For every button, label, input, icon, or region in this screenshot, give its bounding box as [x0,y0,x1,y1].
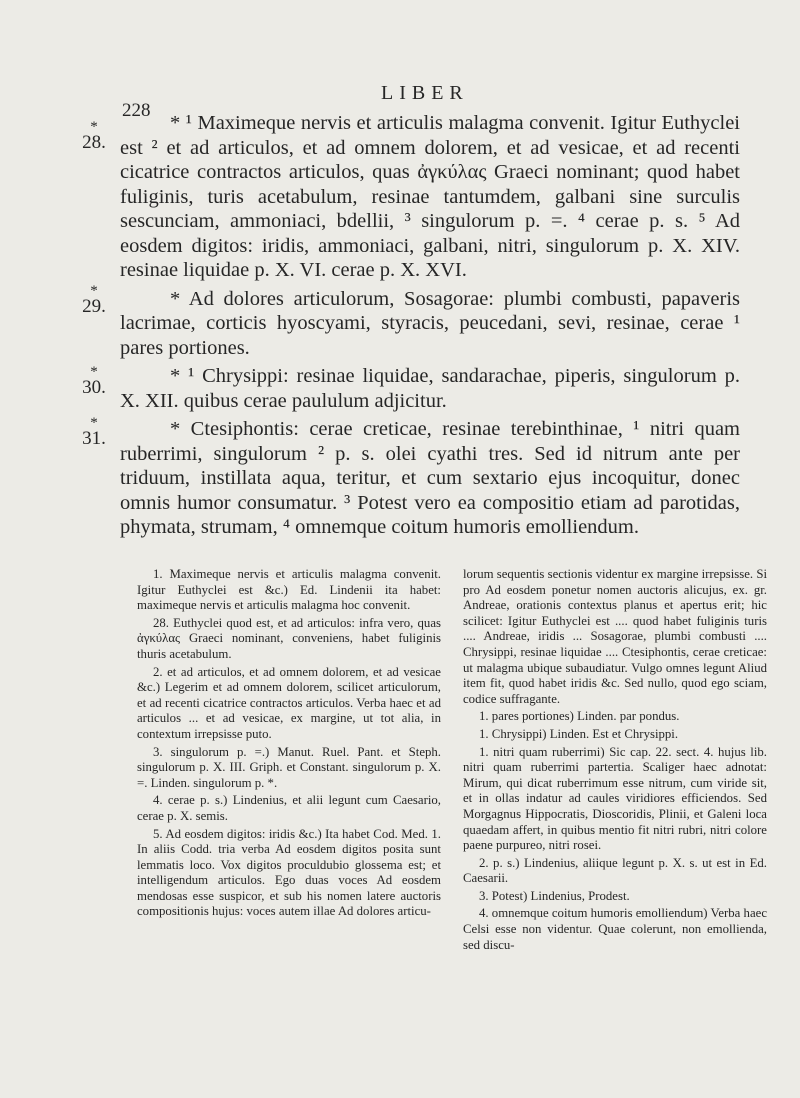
running-head: LIBER [381,82,469,104]
footnote: 1. nitri quam ruberrimi) Sic cap. 22. sect. 4. hujus lib. nitri quam ruberrimi partertia. Scaliger haec adnotat: Mirum, qui dicat ruberrimum esse nitrum, cum viride sit, et in ollas indatur ad caules viridiores efficiendos. Sed Morgagnus Hippocratis, Dioscoridis, Plinii, et Galeni loca quaedam affert, in quibus mentio fit nitri rubri, nitri colore paene purpureo, nitri rosei. [463,744,767,853]
footnote: 1. Chrysippi) Linden. Est et Chrysippi. [479,726,679,741]
footnote: 3. singulorum p. =.) Manut. Ruel. Pant. et Steph. singulorum p. X. III. Griph. et Constant. singulorum p. X. =. Linden. singulorum p. *. [137,744,441,790]
chapter-number: * 28. [78,121,110,152]
footnote: lorum sequentis sectionis videntur ex margine irrepsisse. Si pro Ad eosdem ponetur nomen auctoris alicujus, ex. gr. Andreae, orationis contextus planus et apertus erit; hic scilicet: Igitur Euthyclei est .... quod habet fuliginis turis .... Andreae, iridis ... Sosagorae, plumbi combusti .... Chrysippi, resinae liquidae .... Ctesiphontis, cerae creticae: ut malagma ubique subaudiatur. Vulgo omnes legunt Aliud item fit, quod habet iridis &c. Sed nullo, quod ego sciam, codice suffragante. [463,567,767,706]
chapter-text: * ¹ Maximeque nervis et articulis malagma convenit. Igitur Euthyclei est ² et ad articulos, et ad omnem dolorem, et ad vesicae, et ad recenti cicatrice contractos articulos, quas ἀγκύλας Graeci nominant; quod habet fuliginis, turis acetabulum, resinae tantumdem, galbani sine surculis sescunciam, ammoniaci, bdellii, ³ singulorum p. =. ⁴ cerae p. s. ⁵ Ad eosdem digitos: iridis, ammoniaci, galbani, nitri, singulorum p. X. XIV. resinae liquidae p. X. VI. cerae p. X. XVI. [120,112,740,281]
page-number: 228 [122,100,151,121]
chapter-text: * Ad dolores articulorum, Sosagorae: plumbi combusti, papaveris lacrimae, corticis hyoscyami, styracis, peucedani, sevi, resinae, cerae ¹ pares portiones. [120,287,740,359]
chapter-text: * Ctesiphontis: cerae creticae, resinae terebinthinae, ¹ nitri quam ruberrimi, singulorum ² p. s. olei cyathi tres. Sed id nitrum ante per triduum, instillata aqua, teritur, et cum sextario ejus incoquitur, donec omnis humor consumatur. ³ Potest vero ea compositio etiam ad parotidas, phymata, strumam, ⁴ omnemque coitum humoris emolliendum. [120,418,740,538]
chapter-28 [82,111,740,283]
footnote: 1. pares portiones) Linden. par pondus. [479,709,680,724]
chapter-30 [82,364,740,413]
main-text [82,111,740,540]
footnotes-left-column [137,567,441,955]
footnote: 28. Euthyclei quod est, et ad articulos: infra vero, quas ἀγκύλας Graeci nominant, conveniens, habet fuliginis thuris acetabulum. [137,615,441,661]
footnote: 1. Maximeque nervis et articulis malagma convenit. Igitur Euthyclei est &c.) Ed. Lindenii ita habet: maximeque nervis et articulis malagma hoc convenit. [137,567,441,613]
footnote: 4. omnemque coitum humoris emolliendum) Verba haec Celsi esse non videntur. Quae colerunt, non emollienda, sed discu- [463,906,767,952]
chapter-text: * ¹ Chrysippi: resinae liquidae, sandarachae, piperis, singulorum p. X. XII. quibus cerae paululum adjicitur. [120,365,740,412]
footnote: 4. cerae p. s.) Lindenius, et alii legunt cum Caesario, cerae p. X. semis. [137,793,441,823]
footnotes-right-column [463,567,767,955]
asterisk-icon: * [90,119,98,135]
chapter-number: * 31. [78,417,110,448]
footnotes [137,567,767,955]
chapter-29 [82,282,740,361]
footnote: 2. et ad articulos, et ad omnem dolorem, et ad vesicae &c.) Legerim et ad omnem dolorem, scilicet articulorum, et ad recenti cicatrice contractos articulos. Verba haec et ad articulos ... et ad vesicae, ex margine, ut tot alia, in contextum irrepsisse puto. [137,664,441,741]
footnote: 5. Ad eosdem digitos: iridis &c.) Ita habet Cod. Med. 1. In aliis Codd. tria verba Ad eosdem digitos posita sunt lemmatis loco. Vox digitos proculdubio glossema est; et intelligendum articulos. Ego duas voces Ad eosdem mendosas esse suspicor, et sub his nomen latere auctoris compositionis hujus: voces autem illae Ad dolores articu- [137,826,441,919]
asterisk-icon: * [90,282,98,299]
asterisk-icon: * [90,364,98,380]
asterisk-icon: * [90,415,98,431]
chapter-number: * 29. [78,285,110,316]
chapter-31 [82,415,740,540]
chapter-number: * 30. [78,366,110,397]
footnote: 3. Potest) Lindenius, Prodest. [479,888,630,903]
footnote: 2. p. s.) Lindenius, aliique legunt p. X. s. ut est in Ed. Caesarii. [463,855,767,886]
